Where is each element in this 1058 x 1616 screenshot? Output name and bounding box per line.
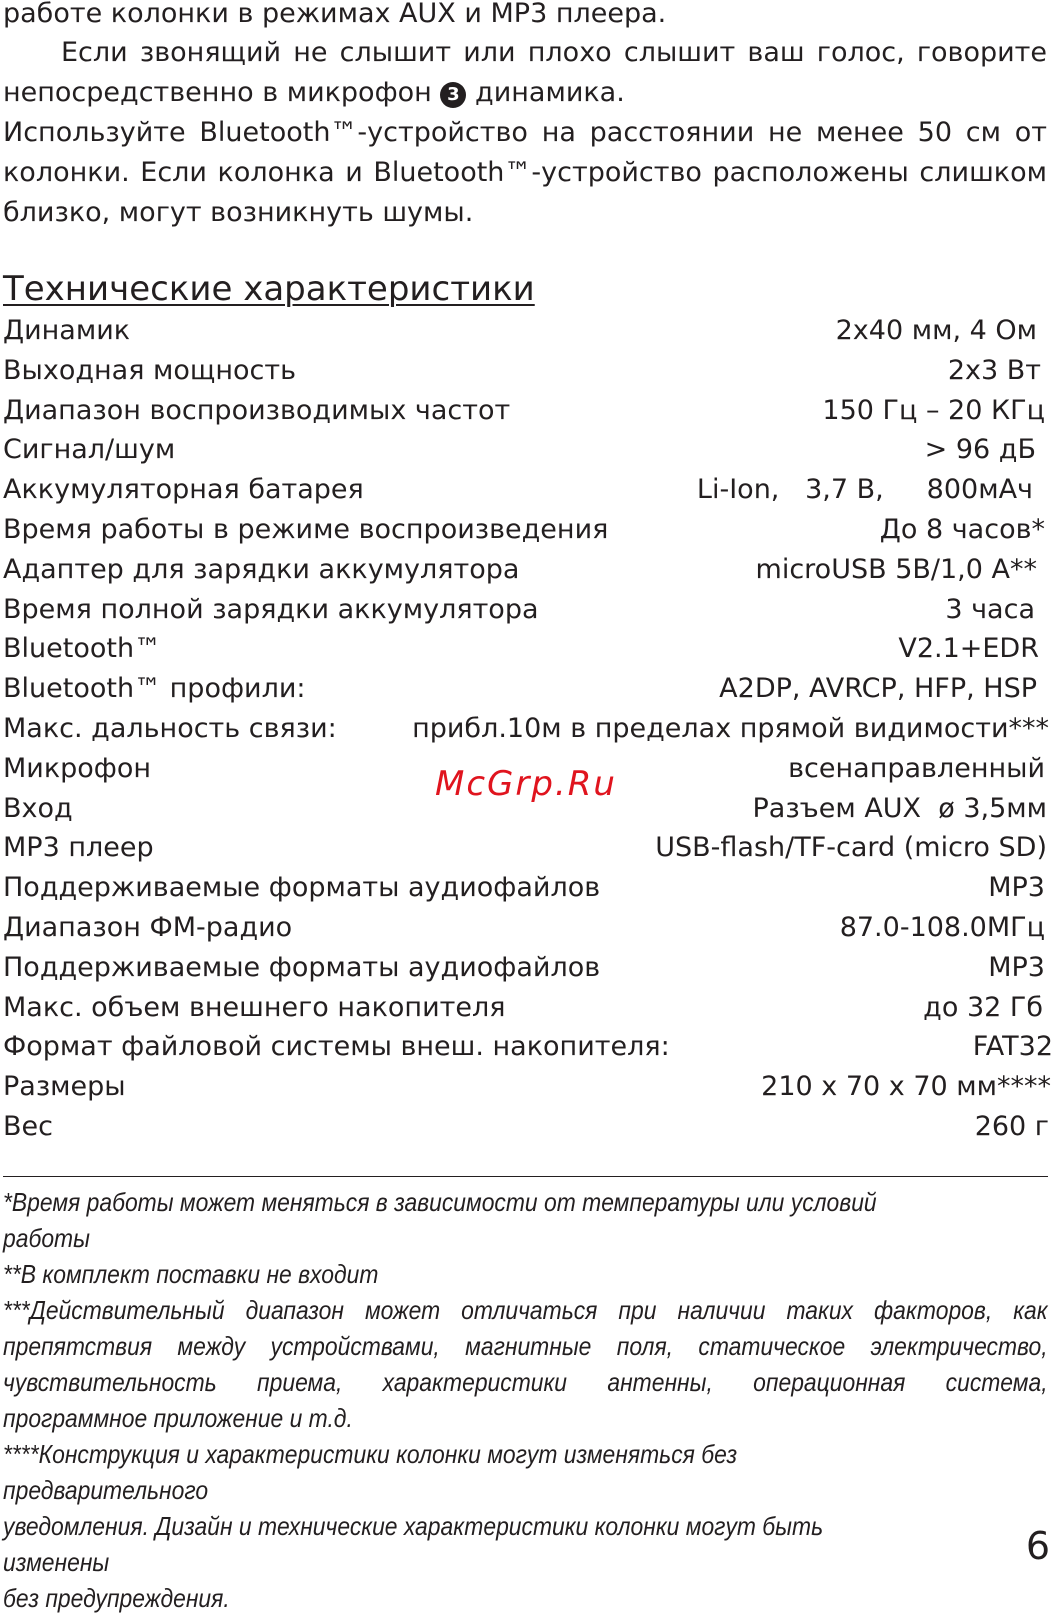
footnote-line: уведомления. Дизайн и технические характеристики колонки могут быть изменены — [3, 1511, 824, 1577]
spec-value: до 32 Гб — [923, 991, 1043, 1023]
footnote-divider — [3, 1176, 1048, 1177]
footnote-line: чувствительность приема, характеристики антенны, операционная система, — [3, 1367, 1048, 1397]
spec-label: Сигнал/шум — [3, 434, 176, 466]
intro-line: работе колонки в режимах AUX и MP3 плеера. — [3, 0, 667, 29]
spec-value: V2.1+EDR — [898, 633, 1039, 665]
spec-value: Разъем AUX ø 3,5мм — [752, 792, 1047, 824]
spec-row — [3, 1067, 1053, 1107]
spec-row — [3, 709, 1053, 749]
spec-row — [3, 470, 1053, 510]
watermark: McGrp.Ru — [435, 764, 617, 804]
microphone-marker-icon: 3 — [440, 82, 466, 108]
spec-value: прибл.10м в пределах прямой видимости*** — [412, 712, 1049, 744]
spec-label: Макс. дальность связи: — [3, 712, 337, 744]
spec-row — [3, 430, 1053, 470]
spec-row — [3, 1107, 1053, 1147]
spec-value: > 96 дБ — [924, 434, 1036, 466]
page-number: 6 — [1025, 1524, 1050, 1568]
footnote-line: препятствия между устройствами, магнитные поля, статическое электричество, — [3, 1331, 1048, 1361]
spec-value: 210 x 70 x 70 мм**** — [761, 1071, 1051, 1103]
spec-label: Адаптер для зарядки аккумулятора — [3, 553, 520, 585]
spec-row — [3, 828, 1053, 868]
spec-value: всенаправленный — [788, 752, 1045, 784]
spec-row — [3, 510, 1053, 550]
spec-label: Диапазон воспроизводимых частот — [3, 394, 511, 426]
spec-row — [3, 669, 1053, 709]
spec-label: Микрофон — [3, 752, 152, 784]
spec-value: 87.0-108.0МГц — [839, 911, 1045, 943]
spec-label: Макс. объем внешнего накопителя — [3, 991, 506, 1023]
spec-value: До 8 часов* — [879, 513, 1045, 545]
spec-row — [3, 351, 1053, 391]
spec-row — [3, 868, 1053, 908]
spec-label: Формат файловой системы внеш. накопителя: — [3, 1031, 670, 1063]
spec-label: Размеры — [3, 1071, 126, 1103]
intro-paragraph-line: колонки. Если колонка и Bluetooth™-устройство расположены слишком — [3, 157, 1047, 188]
spec-label: Динамик — [3, 315, 131, 346]
spec-row — [3, 311, 1053, 351]
footnote: *Время работы может меняться в зависимости от температуры или условий работы — [3, 1187, 877, 1253]
spec-value: microUSB 5В/1,0 А** — [755, 553, 1037, 585]
intro-paragraph-line: Используйте Bluetooth™-устройство на расстоянии не менее 50 см от — [3, 117, 1047, 148]
spec-label: Bluetooth™ — [3, 633, 162, 665]
spec-label: Вес — [3, 1110, 53, 1142]
intro-paragraph-line: Если звонящий не слышит или плохо слышит ваш голос, говорите — [61, 37, 1047, 68]
footnote-line: ****Конструкция и характеристики колонки могут изменяться без предварительного — [3, 1439, 738, 1505]
spec-value: 3 часа — [945, 593, 1035, 625]
spec-value: 2x3 Вт — [947, 354, 1041, 386]
spec-value: 260 г — [974, 1110, 1049, 1142]
footnote: **В комплект поставки не входит — [3, 1259, 379, 1289]
spec-row — [3, 988, 1053, 1028]
spec-value: A2DP, AVRCP, HFP, HSP — [719, 673, 1037, 705]
spec-row — [3, 391, 1053, 431]
spec-row — [3, 908, 1053, 948]
spec-row — [3, 1027, 1053, 1067]
footnote-line: без предупреждения. — [3, 1583, 230, 1613]
spec-row — [3, 550, 1053, 590]
spec-label: MP3 плеер — [3, 832, 154, 864]
spec-value: MP3 — [988, 872, 1045, 904]
spec-row — [3, 629, 1053, 669]
spec-label: Диапазон ФМ-радио — [3, 911, 293, 943]
spec-label: Поддерживаемые форматы аудиофайлов — [3, 872, 601, 904]
spec-value: USB-flash/TF-card (micro SD) — [655, 832, 1047, 864]
intro-text: непосредственно в микрофон — [3, 77, 432, 108]
spec-label: Время полной зарядки аккумулятора — [3, 593, 539, 625]
spec-value: MP3 — [988, 951, 1045, 983]
footnotes — [3, 1184, 1048, 1616]
specs-heading: Технические характеристики — [3, 269, 535, 309]
spec-label: Поддерживаемые форматы аудиофайлов — [3, 951, 601, 983]
intro-text: динамика. — [475, 77, 625, 108]
spec-value: 2x40 мм, 4 Ом — [835, 315, 1037, 346]
spec-label: Bluetooth™ профили: — [3, 673, 306, 705]
spec-value: Li-Ion, 3,7 В, 800мАч — [696, 474, 1033, 506]
intro-paragraph-line — [3, 73, 1047, 113]
spec-table — [3, 311, 1053, 1147]
spec-label: Вход — [3, 792, 73, 824]
intro-paragraph-line: близко, могут возникнуть шумы. — [3, 197, 474, 228]
spec-value: FAT32 — [972, 1031, 1053, 1063]
spec-label: Аккумуляторная батарея — [3, 474, 364, 506]
spec-row — [3, 590, 1053, 630]
spec-row — [3, 948, 1053, 988]
spec-label: Выходная мощность — [3, 354, 297, 386]
spec-label: Время работы в режиме воспроизведения — [3, 513, 609, 545]
footnote-line: программное приложение и т.д. — [3, 1403, 353, 1433]
footnote-line: ***Действительный диапазон может отличаться при наличии таких факторов, как — [3, 1295, 1048, 1325]
spec-value: 150 Гц – 20 КГц — [822, 394, 1045, 426]
